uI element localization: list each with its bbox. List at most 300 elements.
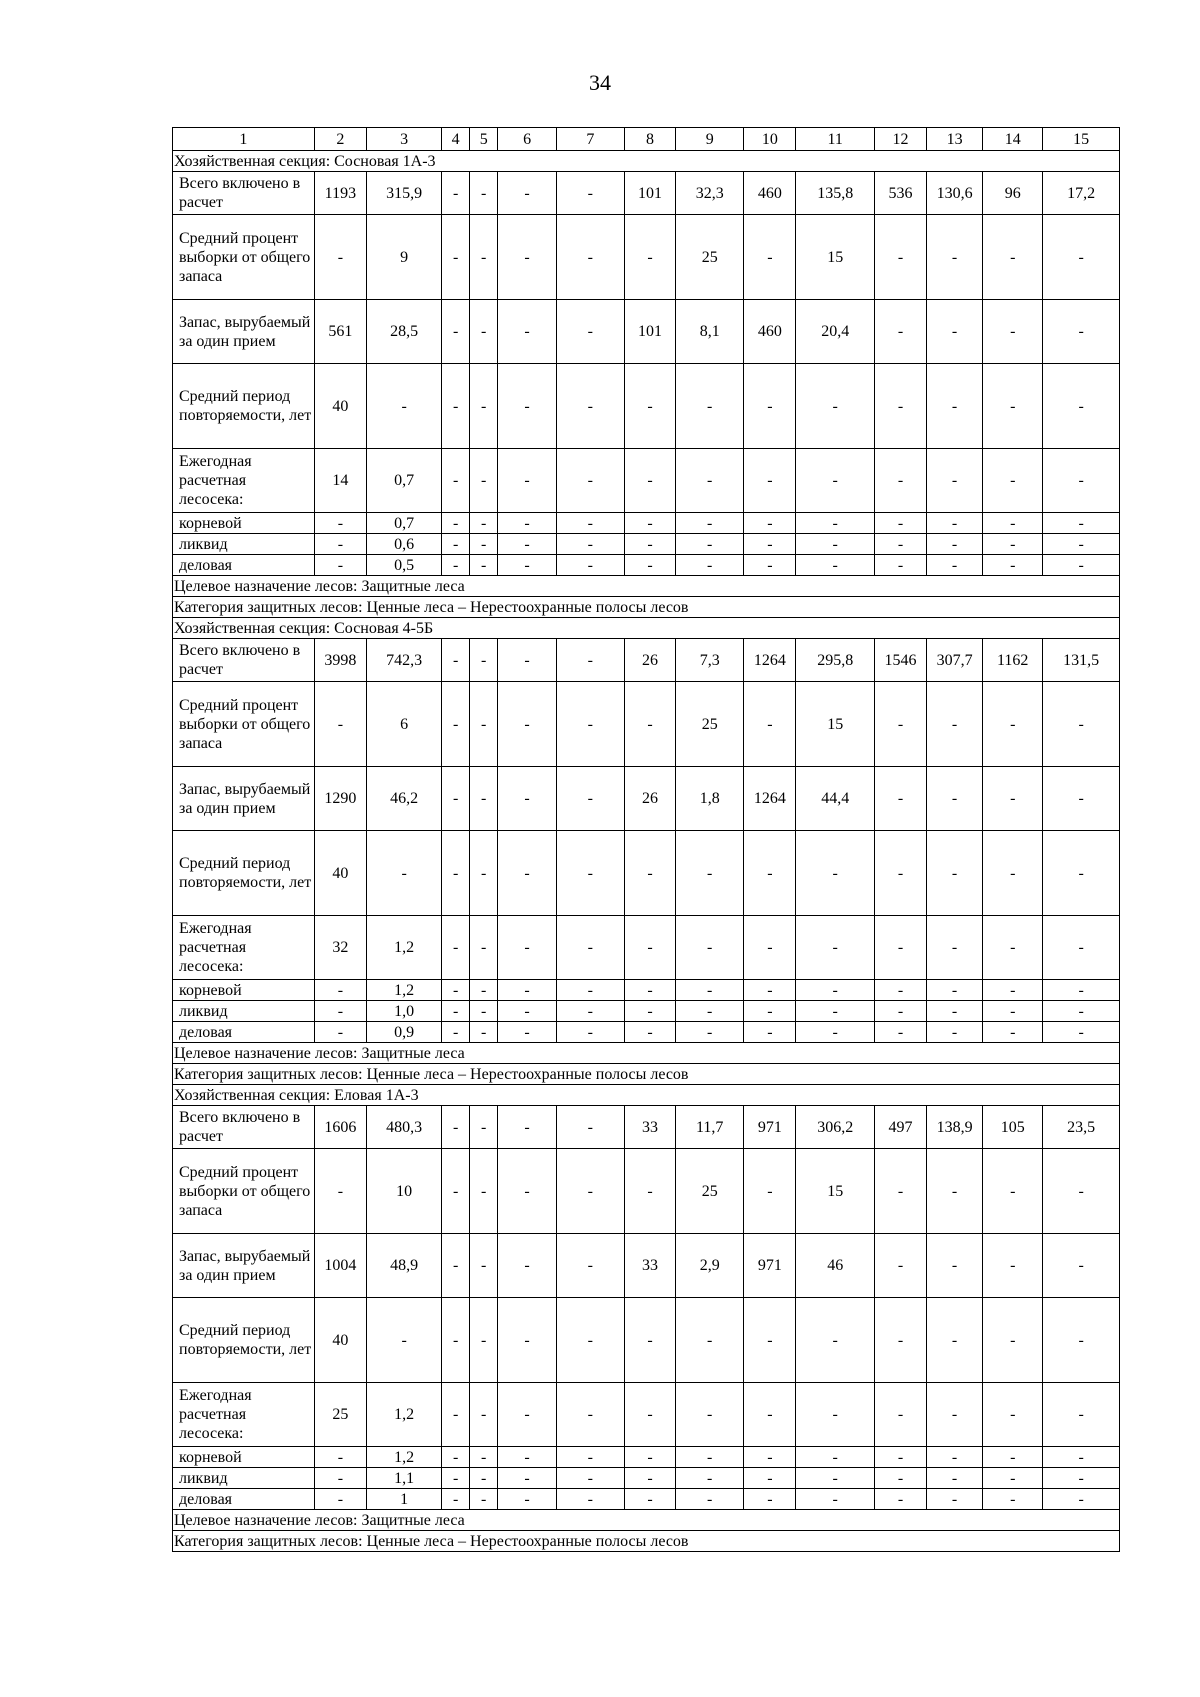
row-label: Средний процент выборки от общего запаса xyxy=(173,1149,315,1234)
table-cell: - xyxy=(983,1468,1043,1489)
table-cell: - xyxy=(498,1001,556,1022)
section-header: Хозяйственная секция: Еловая 1А-3 xyxy=(173,1085,1120,1106)
table-cell: - xyxy=(556,172,624,215)
table-cell: - xyxy=(796,513,875,534)
table-cell: 1,8 xyxy=(676,767,744,831)
table-cell: - xyxy=(1043,534,1120,555)
table-cell: - xyxy=(927,513,983,534)
table-cell: - xyxy=(625,1022,676,1043)
table-cell: - xyxy=(442,300,470,364)
table-cell: - xyxy=(498,980,556,1001)
table-cell: - xyxy=(469,916,498,980)
table-cell: - xyxy=(469,1468,498,1489)
forest-category: Категория защитных лесов: Ценные леса – Нерестоохранные полосы лесов xyxy=(173,1064,1120,1085)
table-cell: - xyxy=(676,980,744,1001)
table-cell: - xyxy=(983,555,1043,576)
table-cell: - xyxy=(625,1468,676,1489)
table-cell: 971 xyxy=(744,1234,796,1298)
column-number-cell: 3 xyxy=(366,128,442,151)
row-label: деловая xyxy=(173,1022,315,1043)
table-cell: - xyxy=(744,534,796,555)
table-cell: - xyxy=(556,831,624,916)
table-cell: 0,5 xyxy=(366,555,442,576)
purpose-row xyxy=(173,1043,1120,1064)
table-cell: - xyxy=(1043,1468,1120,1489)
table-cell: - xyxy=(1043,1022,1120,1043)
table-cell: - xyxy=(927,1468,983,1489)
table-cell: - xyxy=(556,1298,624,1383)
table-cell: - xyxy=(796,831,875,916)
table-cell: - xyxy=(556,980,624,1001)
table-cell: - xyxy=(556,916,624,980)
table-cell: - xyxy=(676,1383,744,1447)
table-cell: 15 xyxy=(796,682,875,767)
table-cell: 96 xyxy=(983,172,1043,215)
table-cell: - xyxy=(442,449,470,513)
forest-purpose: Целевое назначение лесов: Защитные леса xyxy=(173,576,1120,597)
table-row xyxy=(173,555,1120,576)
table-cell: - xyxy=(983,1298,1043,1383)
table-cell: - xyxy=(744,1001,796,1022)
table-cell: 40 xyxy=(314,364,366,449)
table-cell: - xyxy=(469,364,498,449)
table-cell: 101 xyxy=(625,172,676,215)
table-cell: - xyxy=(556,1383,624,1447)
table-cell: - xyxy=(927,534,983,555)
table-cell: - xyxy=(874,916,926,980)
column-number-cell: 2 xyxy=(314,128,366,151)
table-cell: - xyxy=(366,831,442,916)
table-cell: - xyxy=(498,1149,556,1234)
table-row xyxy=(173,1001,1120,1022)
table-cell: - xyxy=(442,555,470,576)
table-cell: 1,2 xyxy=(366,916,442,980)
table-cell: - xyxy=(556,1468,624,1489)
table-cell: - xyxy=(442,1234,470,1298)
row-label: Ежегодная расчетная лесосека: xyxy=(173,449,315,513)
column-number-cell: 13 xyxy=(927,128,983,151)
table-cell: 1193 xyxy=(314,172,366,215)
table-cell: 1162 xyxy=(983,639,1043,682)
table-cell: - xyxy=(625,980,676,1001)
table-cell: - xyxy=(676,1001,744,1022)
table-cell: - xyxy=(556,767,624,831)
table-cell: - xyxy=(927,1383,983,1447)
table-cell: - xyxy=(625,831,676,916)
table-cell: - xyxy=(442,682,470,767)
table-cell: 20,4 xyxy=(796,300,875,364)
table-cell: - xyxy=(556,300,624,364)
table-cell: 46 xyxy=(796,1234,875,1298)
table-cell: - xyxy=(1043,1001,1120,1022)
table-cell: - xyxy=(314,1149,366,1234)
table-cell: 33 xyxy=(625,1106,676,1149)
table-cell: - xyxy=(1043,1149,1120,1234)
table-cell: - xyxy=(983,513,1043,534)
row-label: Средний процент выборки от общего запаса xyxy=(173,215,315,300)
table-cell: - xyxy=(983,300,1043,364)
table-cell: - xyxy=(442,1022,470,1043)
table-cell: - xyxy=(625,1447,676,1468)
table-cell: 971 xyxy=(744,1106,796,1149)
table-cell: - xyxy=(442,172,470,215)
table-cell: 40 xyxy=(314,831,366,916)
table-cell: - xyxy=(314,1022,366,1043)
table-cell: 1264 xyxy=(744,639,796,682)
table-cell: - xyxy=(498,513,556,534)
table-cell: - xyxy=(874,980,926,1001)
table-cell: - xyxy=(1043,767,1120,831)
table-cell: - xyxy=(469,639,498,682)
table-cell: - xyxy=(556,1001,624,1022)
table-cell: - xyxy=(874,1149,926,1234)
table-row xyxy=(173,1022,1120,1043)
table-cell: - xyxy=(927,682,983,767)
table-cell: 46,2 xyxy=(366,767,442,831)
table-cell: - xyxy=(676,1447,744,1468)
table-cell: - xyxy=(625,1001,676,1022)
table-cell: 25 xyxy=(676,215,744,300)
column-number-row xyxy=(173,128,1120,151)
table-cell: 1,2 xyxy=(366,1383,442,1447)
table-cell: - xyxy=(983,916,1043,980)
table-cell: - xyxy=(498,1383,556,1447)
table-cell: - xyxy=(927,767,983,831)
table-cell: - xyxy=(744,1149,796,1234)
table-cell: - xyxy=(366,1298,442,1383)
table-cell: 0,9 xyxy=(366,1022,442,1043)
table-cell: - xyxy=(556,364,624,449)
column-number-cell: 8 xyxy=(625,128,676,151)
table-cell: - xyxy=(556,1489,624,1510)
table-cell: - xyxy=(1043,980,1120,1001)
table-cell: - xyxy=(796,449,875,513)
table-cell: 1 xyxy=(366,1489,442,1510)
table-cell: 1,0 xyxy=(366,1001,442,1022)
table-cell: - xyxy=(676,1489,744,1510)
table-cell: - xyxy=(625,449,676,513)
row-label: корневой xyxy=(173,980,315,1001)
table-cell: 1546 xyxy=(874,639,926,682)
table-cell: - xyxy=(927,555,983,576)
table-cell: - xyxy=(314,215,366,300)
table-cell: - xyxy=(625,1489,676,1510)
table-cell: - xyxy=(498,1468,556,1489)
table-row xyxy=(173,1383,1120,1447)
table-cell: 1606 xyxy=(314,1106,366,1149)
table-cell: - xyxy=(983,449,1043,513)
table-cell: - xyxy=(469,980,498,1001)
table-cell: - xyxy=(927,1022,983,1043)
section-header-row xyxy=(173,1085,1120,1106)
table-cell: - xyxy=(744,1447,796,1468)
forest-category: Категория защитных лесов: Ценные леса – Нерестоохранные полосы лесов xyxy=(173,597,1120,618)
table-cell: - xyxy=(744,682,796,767)
table-cell: 561 xyxy=(314,300,366,364)
table-cell: - xyxy=(744,364,796,449)
table-cell: - xyxy=(983,1149,1043,1234)
row-label: Запас, вырубаемый за один прием xyxy=(173,300,315,364)
table-cell: - xyxy=(314,980,366,1001)
table-cell: - xyxy=(927,1447,983,1468)
table-cell: - xyxy=(442,639,470,682)
column-number-cell: 7 xyxy=(556,128,624,151)
table-row xyxy=(173,1149,1120,1234)
table-cell: - xyxy=(796,1001,875,1022)
table-cell: 2,9 xyxy=(676,1234,744,1298)
table-cell: - xyxy=(442,1001,470,1022)
table-cell: - xyxy=(442,1468,470,1489)
row-label: Запас, вырубаемый за один прием xyxy=(173,1234,315,1298)
table-cell: - xyxy=(983,980,1043,1001)
table-cell: - xyxy=(469,1298,498,1383)
table-cell: - xyxy=(625,682,676,767)
table-cell: - xyxy=(314,1001,366,1022)
table-cell: - xyxy=(874,215,926,300)
table-cell: - xyxy=(314,513,366,534)
table-cell: - xyxy=(625,534,676,555)
table-cell: - xyxy=(983,1447,1043,1468)
table-cell: - xyxy=(796,1447,875,1468)
table-cell: - xyxy=(469,1383,498,1447)
table-cell: - xyxy=(983,364,1043,449)
table-cell: - xyxy=(927,215,983,300)
section-header: Хозяйственная секция: Сосновая 4-5Б xyxy=(173,618,1120,639)
table-row xyxy=(173,1468,1120,1489)
table-cell: - xyxy=(556,1447,624,1468)
table-cell: 28,5 xyxy=(366,300,442,364)
table-row xyxy=(173,300,1120,364)
table-cell: - xyxy=(556,1234,624,1298)
table-cell: - xyxy=(498,215,556,300)
table-row xyxy=(173,449,1120,513)
table-cell: - xyxy=(927,1001,983,1022)
table-cell: 0,7 xyxy=(366,513,442,534)
table-cell: - xyxy=(676,513,744,534)
table-cell: - xyxy=(927,1234,983,1298)
table-cell: - xyxy=(927,364,983,449)
table-cell: 44,4 xyxy=(796,767,875,831)
table-cell: - xyxy=(796,916,875,980)
table-cell: 480,3 xyxy=(366,1106,442,1149)
table-cell: - xyxy=(1043,1447,1120,1468)
column-number-cell: 14 xyxy=(983,128,1043,151)
table-cell: - xyxy=(314,555,366,576)
table-cell: - xyxy=(469,1022,498,1043)
section-header-row xyxy=(173,151,1120,172)
row-label: Ежегодная расчетная лесосека: xyxy=(173,916,315,980)
table-cell: - xyxy=(469,831,498,916)
table-cell: - xyxy=(983,1383,1043,1447)
table-row xyxy=(173,767,1120,831)
table-cell: - xyxy=(927,300,983,364)
table-cell: 460 xyxy=(744,172,796,215)
table-cell: - xyxy=(442,1298,470,1383)
table-cell: - xyxy=(498,916,556,980)
table-cell: - xyxy=(314,1468,366,1489)
table-cell: - xyxy=(469,682,498,767)
table-cell: 40 xyxy=(314,1298,366,1383)
table-cell: - xyxy=(676,831,744,916)
table-cell: - xyxy=(625,916,676,980)
column-number-cell: 1 xyxy=(173,128,315,151)
table-cell: 1004 xyxy=(314,1234,366,1298)
table-cell: - xyxy=(1043,555,1120,576)
table-row xyxy=(173,1106,1120,1149)
table-cell: - xyxy=(469,1234,498,1298)
table-cell: - xyxy=(556,1149,624,1234)
column-number-cell: 5 xyxy=(469,128,498,151)
row-label: ликвид xyxy=(173,534,315,555)
table-cell: - xyxy=(744,1022,796,1043)
table-cell: - xyxy=(498,682,556,767)
table-cell: - xyxy=(469,215,498,300)
table-row xyxy=(173,513,1120,534)
table-cell: - xyxy=(983,682,1043,767)
table-cell: - xyxy=(469,172,498,215)
table-cell: - xyxy=(556,682,624,767)
table-cell: - xyxy=(498,1489,556,1510)
table-cell: 307,7 xyxy=(927,639,983,682)
table-row xyxy=(173,980,1120,1001)
table-cell: - xyxy=(676,449,744,513)
column-number-cell: 4 xyxy=(442,128,470,151)
table-cell: - xyxy=(442,1149,470,1234)
table-cell: - xyxy=(874,1001,926,1022)
table-cell: - xyxy=(469,1001,498,1022)
table-cell: - xyxy=(442,1106,470,1149)
section-header: Хозяйственная секция: Сосновая 1А-3 xyxy=(173,151,1120,172)
table-cell: 15 xyxy=(796,1149,875,1234)
row-label: корневой xyxy=(173,1447,315,1468)
table-cell: - xyxy=(556,513,624,534)
table-cell: 8,1 xyxy=(676,300,744,364)
table-cell: - xyxy=(469,534,498,555)
forest-category: Категория защитных лесов: Ценные леса – Нерестоохранные полосы лесов xyxy=(173,1531,1120,1552)
table-cell: - xyxy=(498,831,556,916)
table-row xyxy=(173,1234,1120,1298)
table-cell: - xyxy=(498,1106,556,1149)
table-cell: - xyxy=(744,1489,796,1510)
table-cell: 23,5 xyxy=(1043,1106,1120,1149)
table-cell: - xyxy=(469,767,498,831)
table-cell: 1,2 xyxy=(366,1447,442,1468)
table-cell: - xyxy=(469,300,498,364)
table-cell: 32 xyxy=(314,916,366,980)
table-cell: - xyxy=(874,555,926,576)
row-label: Средний период повторяемости, лет xyxy=(173,1298,315,1383)
table-cell: - xyxy=(498,555,556,576)
table-cell: - xyxy=(442,767,470,831)
table-cell: 1290 xyxy=(314,767,366,831)
table-cell: - xyxy=(442,364,470,449)
table-row xyxy=(173,831,1120,916)
table-cell: - xyxy=(983,1001,1043,1022)
table-cell: 15 xyxy=(796,215,875,300)
row-label: Всего включено в расчет xyxy=(173,639,315,682)
table-cell: - xyxy=(314,1489,366,1510)
table-cell: - xyxy=(874,449,926,513)
table-cell: 315,9 xyxy=(366,172,442,215)
table-cell: - xyxy=(983,215,1043,300)
table-cell: - xyxy=(927,980,983,1001)
table-cell: - xyxy=(498,1234,556,1298)
table-cell: - xyxy=(796,1489,875,1510)
table-cell: - xyxy=(469,1106,498,1149)
table-cell: - xyxy=(744,555,796,576)
table-cell: - xyxy=(983,534,1043,555)
table-cell: - xyxy=(874,682,926,767)
table-cell: - xyxy=(874,1489,926,1510)
table-cell: - xyxy=(314,534,366,555)
table-row xyxy=(173,364,1120,449)
table-cell: - xyxy=(676,1022,744,1043)
table-cell: - xyxy=(1043,831,1120,916)
table-cell: - xyxy=(498,1447,556,1468)
table-cell: - xyxy=(927,1149,983,1234)
table-cell: - xyxy=(366,364,442,449)
table-cell: - xyxy=(556,215,624,300)
table-cell: - xyxy=(744,513,796,534)
row-label: деловая xyxy=(173,555,315,576)
column-number-cell: 10 xyxy=(744,128,796,151)
table-cell: - xyxy=(744,916,796,980)
table-cell: - xyxy=(744,980,796,1001)
category-row xyxy=(173,1064,1120,1085)
table-cell: - xyxy=(556,1106,624,1149)
forest-purpose: Целевое назначение лесов: Защитные леса xyxy=(173,1510,1120,1531)
table-cell: - xyxy=(469,555,498,576)
table-cell: - xyxy=(556,1022,624,1043)
table-cell: - xyxy=(796,364,875,449)
table-cell: - xyxy=(927,916,983,980)
purpose-row xyxy=(173,576,1120,597)
forest-purpose: Целевое назначение лесов: Защитные леса xyxy=(173,1043,1120,1064)
table-cell: 9 xyxy=(366,215,442,300)
table-cell: - xyxy=(796,1383,875,1447)
table-cell: - xyxy=(556,449,624,513)
table-cell: 1,2 xyxy=(366,980,442,1001)
category-row xyxy=(173,1531,1120,1552)
table-cell: - xyxy=(625,1383,676,1447)
table-cell: - xyxy=(874,300,926,364)
table-cell: 497 xyxy=(874,1106,926,1149)
table-cell: - xyxy=(874,831,926,916)
column-number-cell: 6 xyxy=(498,128,556,151)
table-cell: - xyxy=(625,1149,676,1234)
table-cell: - xyxy=(498,1298,556,1383)
table-cell: - xyxy=(469,1489,498,1510)
table-cell: - xyxy=(1043,449,1120,513)
table-cell: - xyxy=(796,1298,875,1383)
table-cell: - xyxy=(442,980,470,1001)
page-number: 34 xyxy=(589,70,611,95)
table-cell: - xyxy=(983,767,1043,831)
table-cell: - xyxy=(1043,1383,1120,1447)
table-cell: - xyxy=(1043,1489,1120,1510)
table-cell: - xyxy=(927,449,983,513)
table-cell: - xyxy=(498,1022,556,1043)
table-cell: 3998 xyxy=(314,639,366,682)
table-cell: - xyxy=(498,767,556,831)
table-cell: 536 xyxy=(874,172,926,215)
table-cell: 0,6 xyxy=(366,534,442,555)
table-cell: - xyxy=(1043,513,1120,534)
table-cell: - xyxy=(927,831,983,916)
row-label: Средний период повторяемости, лет xyxy=(173,364,315,449)
table-cell: - xyxy=(983,1489,1043,1510)
table-cell: 7,3 xyxy=(676,639,744,682)
